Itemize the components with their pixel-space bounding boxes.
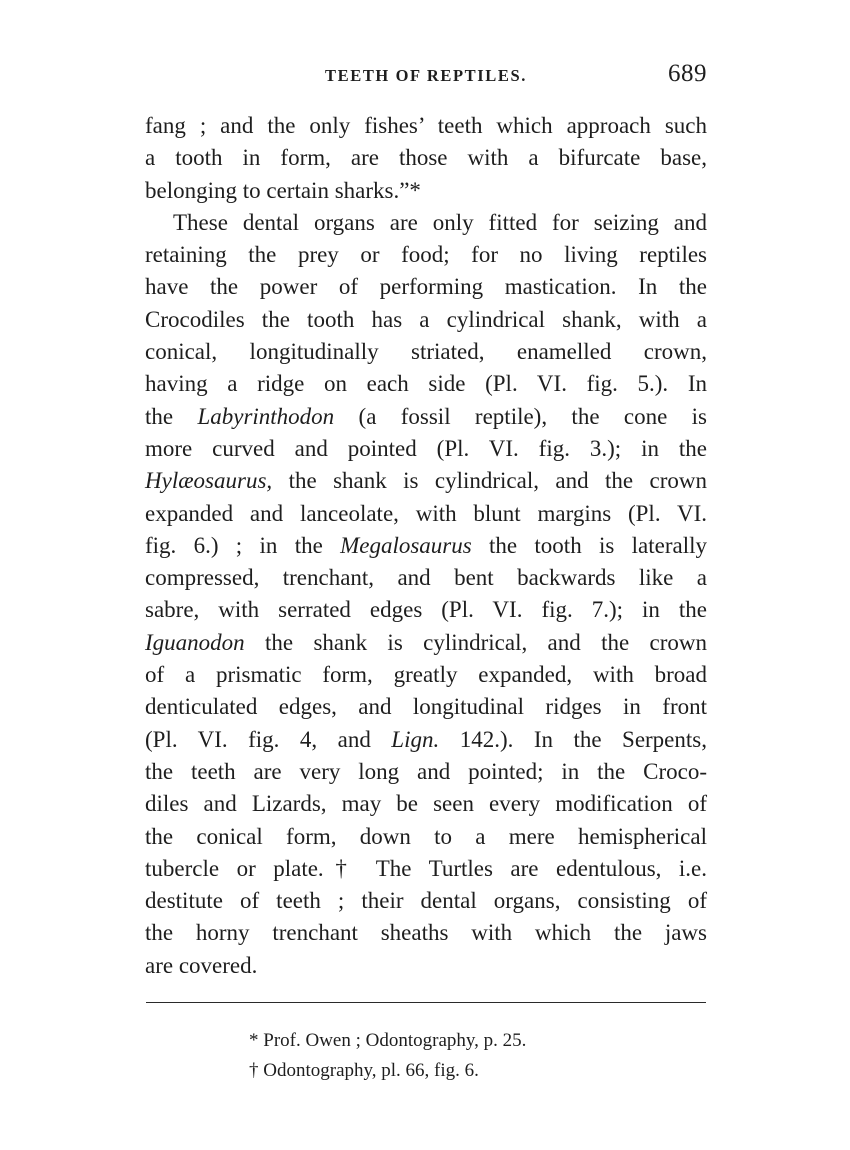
text-line: having a ridge on each side (Pl. VI. fig. 5.). In bbox=[145, 371, 707, 397]
footnote: † Odontography, pl. 66, fig. 6. bbox=[249, 1060, 479, 1081]
text-line: the teeth are very long and pointed; in the Croco- bbox=[145, 758, 707, 784]
running-head bbox=[145, 60, 707, 94]
footnotes bbox=[249, 1026, 526, 1086]
text-line: (Pl. VI. fig. 4, and Lign. 142.). In the Serpents, bbox=[145, 726, 707, 752]
text-line: Hylæosaurus, the shank is cylindrical, and the crown bbox=[145, 468, 707, 494]
body-text bbox=[145, 110, 707, 982]
text-line: expanded and lanceolate, with blunt margins (Pl. VI. bbox=[145, 500, 707, 526]
italic-term: Hylæosaurus, bbox=[145, 468, 273, 494]
text-line: sabre, with serrated edges (Pl. VI. fig. 7.); in the bbox=[145, 597, 707, 623]
text-line: belonging to certain sharks.”* bbox=[145, 177, 421, 203]
text-line: fang ; and the only fishes’ teeth which approach such bbox=[145, 113, 707, 138]
text-line: Crocodiles the tooth has a cylindrical shank, with a bbox=[145, 306, 707, 332]
text-line: the horny trenchant sheaths with which the jaws bbox=[145, 920, 707, 946]
text-line: more curved and pointed (Pl. VI. fig. 3.); in the bbox=[145, 435, 707, 461]
italic-term: Megalosaurus bbox=[340, 532, 472, 558]
text-line: denticulated edges, and longitudinal ridges in front bbox=[145, 694, 707, 720]
footnote-rule bbox=[146, 1002, 706, 1003]
text-line: tubercle or plate.† The Turtles are edentulous, i.e. bbox=[145, 855, 707, 881]
text-line: These dental organs are only fitted for seizing and bbox=[173, 209, 707, 235]
text-line: of a prismatic form, greatly expanded, with broad bbox=[145, 662, 707, 688]
text-line: fig. 6.) ; in the Megalosaurus the tooth is laterally bbox=[145, 532, 707, 558]
text-line: destitute of teeth ; their dental organs, consisting of bbox=[145, 888, 707, 914]
text-line: have the power of performing mastication. In the bbox=[145, 274, 707, 300]
text-line: retaining the prey or food; for no living reptiles bbox=[145, 242, 707, 268]
italic-term: Lign. bbox=[391, 726, 440, 752]
italic-term: Iguanodon bbox=[145, 629, 245, 655]
page-number: 689 bbox=[668, 60, 707, 87]
text-line: conical, longitudinally striated, enamelled crown, bbox=[145, 339, 707, 365]
text-line: diles and Lizards, may be seen every modification of bbox=[145, 791, 707, 817]
text-line: the conical form, down to a mere hemispherical bbox=[145, 823, 707, 849]
text-line: the Labyrinthodon (a fossil reptile), the cone is bbox=[145, 403, 707, 429]
text-line: Iguanodon the shank is cylindrical, and the crown bbox=[145, 629, 707, 655]
text-line: a tooth in form, are those with a bifurcate base, bbox=[145, 145, 707, 171]
text-line: compressed, trenchant, and bent backwards like a bbox=[145, 565, 707, 591]
running-title: TEETH OF REPTILES. bbox=[325, 66, 527, 85]
footnote: * Prof. Owen ; Odontography, p. 25. bbox=[249, 1030, 527, 1051]
text-line: are covered. bbox=[145, 952, 258, 978]
italic-term: Labyrinthodon bbox=[197, 403, 335, 429]
